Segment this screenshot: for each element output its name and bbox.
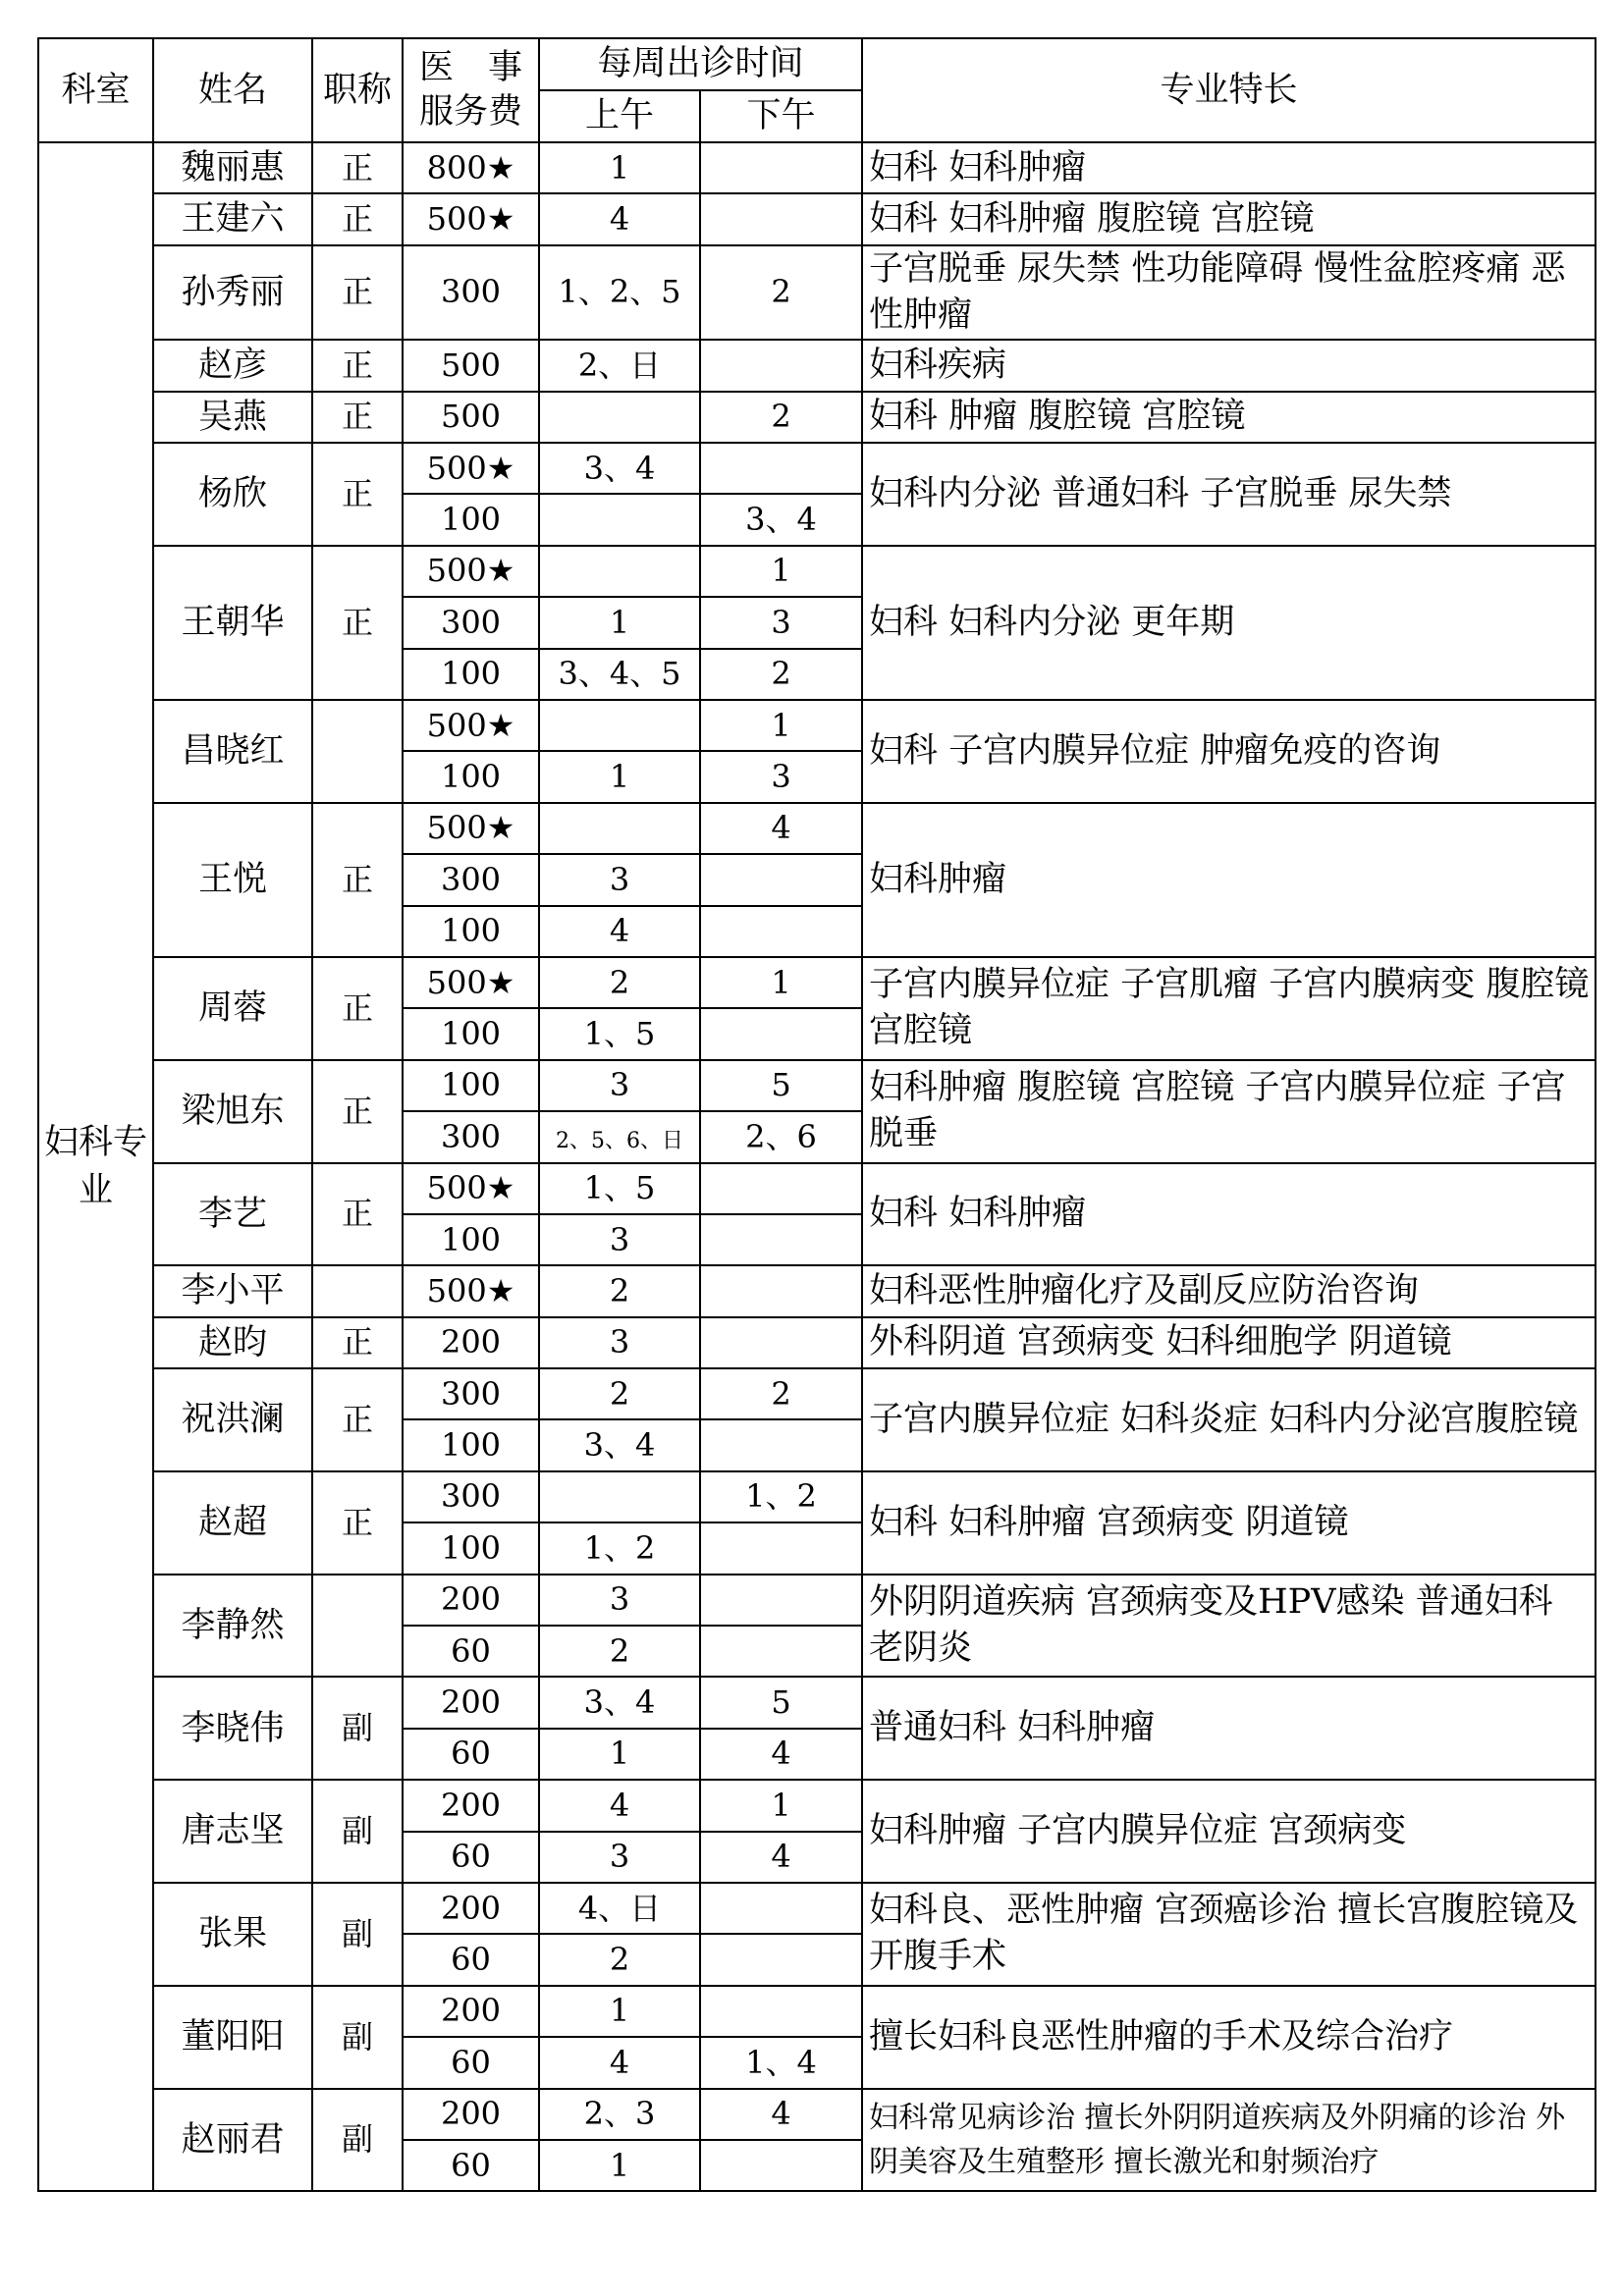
service-fee: 60 [403,1729,539,1780]
service-fee: 500★ [403,546,539,597]
schedule-page [37,37,1596,2192]
doctor-name: 赵丽君 [153,2089,312,2192]
doctor-title: 正 [312,1060,403,1163]
service-fee: 60 [403,2140,539,2191]
service-fee: 200 [403,1575,539,1626]
doctor-specialty: 妇科 妇科肿瘤 腹腔镜 宫腔镜 [862,193,1596,244]
am-days: 3 [539,1214,700,1265]
am-days: 3 [539,1060,700,1111]
doctor-slot-row [38,1163,1596,1214]
am-days: 1 [539,597,700,648]
doctor-name: 赵昀 [153,1317,312,1368]
doctor-title: 正 [312,340,403,391]
service-fee: 200 [403,1986,539,2037]
header-specialty: 专业特长 [862,38,1596,142]
am-days: 1 [539,751,700,802]
doctor-specialty: 妇科 妇科肿瘤 [862,142,1596,193]
pm-days [700,906,862,957]
service-fee: 500★ [403,443,539,494]
am-days [539,392,700,443]
service-fee: 300 [403,1111,539,1162]
doctor-slot-row [38,2089,1596,2140]
pm-days [700,1317,862,1368]
service-fee: 100 [403,1214,539,1265]
doctor-title: 正 [312,803,403,957]
am-days: 1、2、5 [539,245,700,341]
doctor-slot-row [38,340,1596,391]
doctor-title [312,1265,403,1316]
pm-days [700,142,862,193]
pm-days [700,1008,862,1059]
doctor-name: 周蓉 [153,957,312,1060]
pm-days: 3 [700,597,862,648]
pm-days: 2 [700,392,862,443]
pm-days: 1 [700,1780,862,1831]
pm-days: 4 [700,1832,862,1883]
pm-days [700,1626,862,1677]
am-days [539,1471,700,1522]
am-days: 1 [539,1729,700,1780]
service-fee: 300 [403,245,539,341]
doctor-name: 董阳阳 [153,1986,312,2089]
service-fee: 500★ [403,1265,539,1316]
doctor-specialty: 子宫脱垂 尿失禁 性功能障碍 慢性盆腔疼痛 恶性肿瘤 [862,245,1596,341]
doctor-specialty: 妇科肿瘤 腹腔镜 宫腔镜 子宫内膜异位症 子宫脱垂 [862,1060,1596,1163]
pm-days [700,443,862,494]
doctor-title: 正 [312,142,403,193]
am-days: 2、日 [539,340,700,391]
doctor-specialty: 妇科 肿瘤 腹腔镜 宫腔镜 [862,392,1596,443]
am-days [539,494,700,545]
doctor-slot-row [38,1575,1596,1626]
doctor-name: 李静然 [153,1575,312,1678]
doctor-slot-row [38,193,1596,244]
doctor-name: 李艺 [153,1163,312,1266]
pm-days [700,193,862,244]
doctor-name: 王朝华 [153,546,312,700]
doctor-slot-row [38,546,1596,597]
service-fee: 200 [403,1317,539,1368]
doctor-title: 正 [312,443,403,546]
doctor-name: 李小平 [153,1265,312,1316]
am-days: 3 [539,1832,700,1883]
pm-days: 4 [700,2089,862,2140]
doctor-title: 副 [312,1677,403,1780]
pm-days [700,1265,862,1316]
am-days: 3、4 [539,1677,700,1728]
doctor-name: 祝洪澜 [153,1368,312,1471]
doctor-specialty: 子宫内膜异位症 妇科炎症 妇科内分泌宫腹腔镜 [862,1368,1596,1471]
service-fee: 60 [403,1934,539,1985]
doctor-specialty: 擅长妇科良恶性肿瘤的手术及综合治疗 [862,1986,1596,2089]
pm-days: 1 [700,700,862,751]
am-days: 1 [539,142,700,193]
header-fee-line2: 服务费 [418,92,522,132]
doctor-title: 副 [312,1780,403,1883]
am-days: 4 [539,2037,700,2088]
pm-days [700,1575,862,1626]
doctor-title: 正 [312,245,403,341]
doctor-slot-row [38,443,1596,494]
doctor-title: 副 [312,1883,403,1986]
pm-days: 5 [700,1060,862,1111]
pm-days [700,1934,862,1985]
doctor-slot-row [38,245,1596,341]
pm-days: 4 [700,1729,862,1780]
am-days [539,700,700,751]
doctor-title: 正 [312,957,403,1060]
am-days: 2 [539,1626,700,1677]
service-fee: 500★ [403,700,539,751]
doctor-title [312,700,403,803]
doctor-title: 正 [312,1317,403,1368]
doctor-name: 吴燕 [153,392,312,443]
service-fee: 300 [403,597,539,648]
service-fee: 500★ [403,193,539,244]
am-days: 1 [539,1986,700,2037]
doctor-specialty: 妇科肿瘤 [862,803,1596,957]
am-days: 2 [539,1265,700,1316]
am-days: 3 [539,1317,700,1368]
pm-days: 1、2 [700,1471,862,1522]
am-days-text: 2、5、6、日 [556,1128,683,1153]
doctor-title: 正 [312,193,403,244]
doctor-slot-row [38,1368,1596,1419]
doctor-title: 正 [312,392,403,443]
doctor-title: 副 [312,2089,403,2192]
service-fee: 100 [403,1060,539,1111]
doctor-title: 正 [312,546,403,700]
doctor-name: 昌晓红 [153,700,312,803]
am-days: 2 [539,957,700,1008]
pm-days: 2 [700,245,862,341]
service-fee: 200 [403,1677,539,1728]
am-days [539,546,700,597]
doctor-specialty: 普通妇科 妇科肿瘤 [862,1677,1596,1780]
pm-days: 3、4 [700,494,862,545]
department-cell: 妇科专业 [38,142,153,2191]
doctor-name: 魏丽惠 [153,142,312,193]
service-fee: 100 [403,494,539,545]
service-fee: 100 [403,1008,539,1059]
doctor-name: 王悦 [153,803,312,957]
doctor-slot-row [38,1677,1596,1728]
doctor-slot-row [38,1883,1596,1934]
doctor-name: 唐志坚 [153,1780,312,1883]
doctor-name: 李晓伟 [153,1677,312,1780]
doctor-name: 张果 [153,1883,312,1986]
am-days: 3 [539,854,700,905]
doctor-title [312,1575,403,1678]
header-weekly-schedule: 每周出诊时间 [539,38,862,90]
header-title: 职称 [312,38,403,142]
clinic-schedule-table [37,37,1596,2192]
pm-days [700,1214,862,1265]
doctor-specialty: 妇科恶性肿瘤化疗及副反应防治咨询 [862,1265,1596,1316]
service-fee: 200 [403,2089,539,2140]
doctor-specialty: 外阴阴道疾病 宫颈病变及HPV感染 普通妇科 老阴炎 [862,1575,1596,1678]
am-days: 3 [539,1575,700,1626]
pm-days [700,1419,862,1470]
doctor-name: 孙秀丽 [153,245,312,341]
pm-days: 2 [700,1368,862,1419]
pm-days: 5 [700,1677,862,1728]
doctor-specialty: 妇科疾病 [862,340,1596,391]
doctor-slot-row [38,392,1596,443]
doctor-title: 正 [312,1163,403,1266]
service-fee: 500 [403,340,539,391]
service-fee: 60 [403,1832,539,1883]
am-days: 2、3 [539,2089,700,2140]
service-fee: 300 [403,1471,539,1522]
am-days: 4 [539,193,700,244]
doctor-slot-row [38,1265,1596,1316]
doctor-title: 正 [312,1368,403,1471]
doctor-slot-row [38,957,1596,1008]
doctor-slot-row [38,803,1596,854]
doctor-slot-row [38,1780,1596,1831]
doctor-specialty: 妇科 妇科肿瘤 [862,1163,1596,1266]
doctor-specialty: 妇科肿瘤 子宫内膜异位症 宫颈病变 [862,1780,1596,1883]
doctor-slot-row [38,1471,1596,1522]
doctor-title: 副 [312,1986,403,2089]
am-days: 4 [539,1780,700,1831]
am-days: 4、日 [539,1883,700,1934]
service-fee: 500 [403,392,539,443]
pm-days [700,1163,862,1214]
header-pm: 下午 [700,90,862,142]
service-fee: 300 [403,1368,539,1419]
service-fee: 300 [403,854,539,905]
am-days: 1 [539,2140,700,2191]
doctor-slot-row [38,142,1596,193]
pm-days: 1、4 [700,2037,862,2088]
doctor-name: 梁旭东 [153,1060,312,1163]
am-days: 1、5 [539,1008,700,1059]
service-fee: 60 [403,1626,539,1677]
schedule-body [38,142,1596,2191]
doctor-specialty: 妇科常见病诊治 擅长外阴阴道疾病及外阴痛的诊治 外阴美容及生殖整形 擅长激光和射频治疗 [862,2089,1596,2192]
pm-days [700,1986,862,2037]
service-fee: 800★ [403,142,539,193]
doctor-name: 赵彦 [153,340,312,391]
am-days: 4 [539,906,700,957]
doctor-specialty: 妇科内分泌 普通妇科 子宫脱垂 尿失禁 [862,443,1596,546]
service-fee: 100 [403,906,539,957]
doctor-specialty: 妇科 妇科内分泌 更年期 [862,546,1596,700]
am-days: 2 [539,1934,700,1985]
header-fee-line1: 医 事 [418,47,522,87]
doctor-name: 赵超 [153,1471,312,1575]
doctor-slot-row [38,1986,1596,2037]
service-fee: 100 [403,1522,539,1574]
header-name: 姓名 [153,38,312,142]
service-fee: 60 [403,2037,539,2088]
pm-days [700,340,862,391]
pm-days: 4 [700,803,862,854]
service-fee: 500★ [403,803,539,854]
service-fee: 200 [403,1883,539,1934]
doctor-slot-row [38,1317,1596,1368]
am-days [539,803,700,854]
am-days: 3、4 [539,1419,700,1470]
header-dept: 科室 [38,38,153,142]
am-days: 1、2 [539,1522,700,1574]
pm-days: 2、6 [700,1111,862,1162]
pm-days: 2 [700,649,862,700]
doctor-name: 王建六 [153,193,312,244]
am-days [539,1111,700,1162]
pm-days [700,1522,862,1574]
service-fee: 200 [403,1780,539,1831]
am-days: 2 [539,1368,700,1419]
doctor-specialty: 外科阴道 宫颈病变 妇科细胞学 阴道镜 [862,1317,1596,1368]
doctor-specialty: 妇科 子宫内膜异位症 肿瘤免疫的咨询 [862,700,1596,803]
doctor-specialty: 子宫内膜异位症 子宫肌瘤 子宫内膜病变 腹腔镜 宫腔镜 [862,957,1596,1060]
header-fee [403,38,539,142]
am-days: 3、4 [539,443,700,494]
pm-days: 3 [700,751,862,802]
service-fee: 500★ [403,957,539,1008]
doctor-name: 杨欣 [153,443,312,546]
doctor-slot-row [38,1060,1596,1111]
service-fee: 100 [403,751,539,802]
doctor-title: 正 [312,1471,403,1575]
doctor-slot-row [38,700,1596,751]
doctor-specialty: 妇科 妇科肿瘤 宫颈病变 阴道镜 [862,1471,1596,1575]
service-fee: 100 [403,649,539,700]
am-days: 3、4、5 [539,649,700,700]
pm-days [700,1883,862,1934]
pm-days [700,854,862,905]
pm-days [700,2140,862,2191]
am-days: 1、5 [539,1163,700,1214]
doctor-specialty: 妇科良、恶性肿瘤 宫颈癌诊治 擅长宫腹腔镜及开腹手术 [862,1883,1596,1986]
pm-days: 1 [700,546,862,597]
service-fee: 500★ [403,1163,539,1214]
pm-days: 1 [700,957,862,1008]
service-fee: 100 [403,1419,539,1470]
header-am: 上午 [539,90,700,142]
